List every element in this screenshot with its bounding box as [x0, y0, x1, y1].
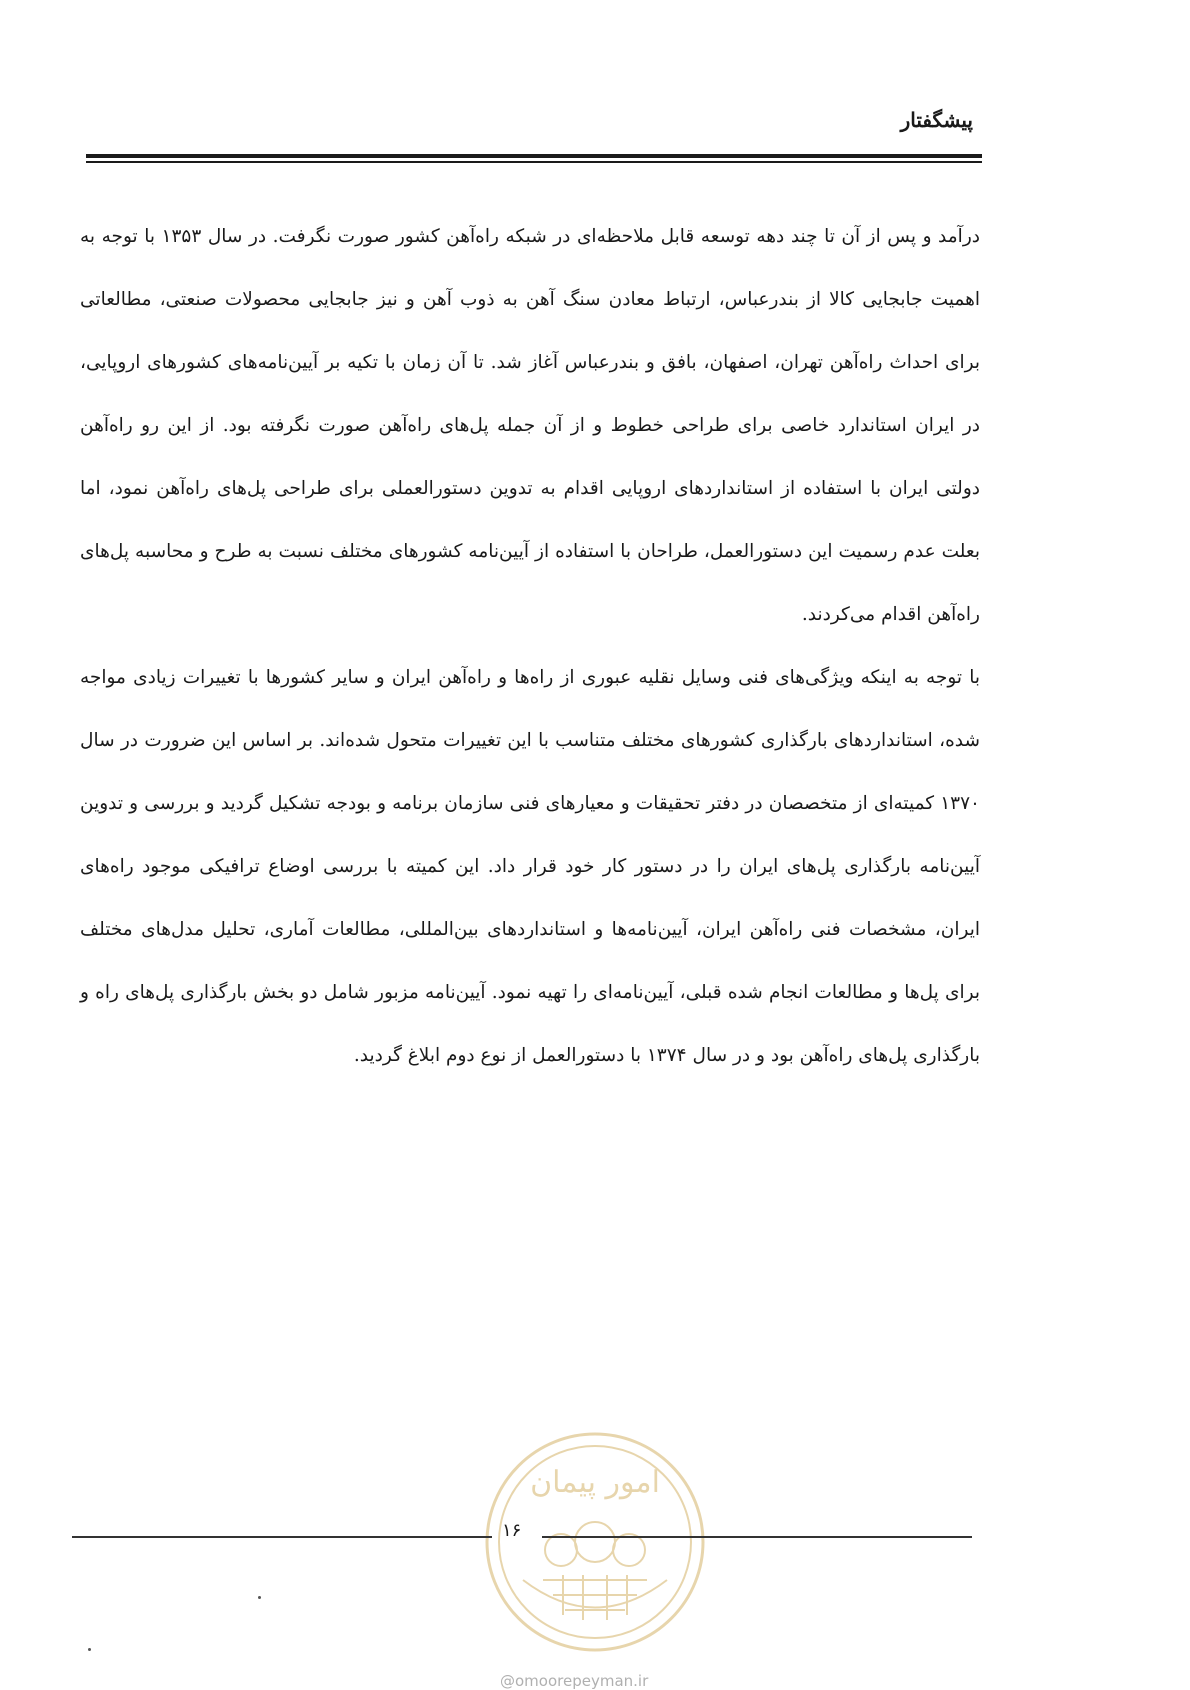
header-rule-thick: [86, 154, 982, 158]
scan-speck: [258, 1596, 261, 1599]
paragraph-1: درآمد و پس از آن تا چند دهه توسعه قابل ملاحظه‌ای در شبکه راه‌آهن کشور صورت نگرفت. در سال ۱۳۵۳ با توجه به اهمیت جابجایی کالا از بندرعباس، ارتباط معادن سنگ آهن به ذوب آهن و نیز جابجایی محصولات صنعتی، مطالعاتی برای احداث راه‌آهن تهران، اصفهان، بافق و بندرعباس آغاز شد. تا آن زمان با تکیه بر آیین‌نامه‌های کشورهای اروپایی، در ایران استاندارد خاصی برای طراحی خطوط و از آن جمله پل‌های راه‌آهن صورت نگرفته بود. از این رو راه‌آهن دولتی ایران با استفاده از استانداردهای اروپایی اقدام به تدوین دستورالعملی برای طراحی پل‌های راه‌آهن نمود، اما بعلت عدم رسمیت این دستورالعمل، طراحان با استفاده از آیین‌نامه کشورهای مختلف نسبت به طرح و محاسبه پل‌های راه‌آهن اقدام می‌کردند.: [80, 226, 980, 625]
header-double-rule: [86, 154, 982, 164]
body-text: [80, 205, 980, 1087]
seal-text: امور پیمان: [530, 1465, 660, 1500]
watermark-url: @omoorepeyman.ir: [500, 1672, 649, 1690]
page-header-title: پیشگفتار: [900, 108, 973, 132]
paragraph-2: با توجه به اینکه ویژگی‌های فنی وسایل نقلیه عبوری از راه‌ها و راه‌آهن ایران و سایر کشورها با تغییرات زیادی مواجه شده، استانداردهای بارگذاری کشورهای مختلف متناسب با این تغییرات متحول شده‌اند. بر اساس این ضرورت در سال ۱۳۷۰ کمیته‌ای از متخصصان در دفتر تحقیقات و معیارهای فنی سازمان برنامه و بودجه تشکیل گردید و بررسی و تدوین آیین‌نامه بارگذاری پل‌های ایران را در دستور کار خود قرار داد. این کمیته با بررسی اوضاع ترافیکی موجود راه‌های ایران، مشخصات فنی راه‌آهن ایران، آیین‌نامه‌ها و استانداردهای بین‌المللی، مطالعات آماری، تحلیل مدل‌های مختلف برای پل‌ها و مطالعات انجام شده قبلی، آیین‌نامه‌ای را تهیه نمود. آیین‌نامه مزبور شامل دو بخش بارگذاری پل‌های راه و بارگذاری پل‌های راه‌آهن بود و در سال ۱۳۷۴ با دستورالعمل از نوع دوم ابلاغ گردید.: [80, 667, 980, 1066]
omoorepeyman-seal-watermark: [483, 1430, 707, 1654]
page-number: ۱۶: [502, 1520, 522, 1541]
footer-rule-left: [72, 1536, 492, 1538]
footer-rule: [72, 1536, 972, 1537]
header-rule-thin: [86, 161, 982, 163]
footer-rule-right: [542, 1536, 972, 1538]
scan-speck: [88, 1648, 91, 1651]
